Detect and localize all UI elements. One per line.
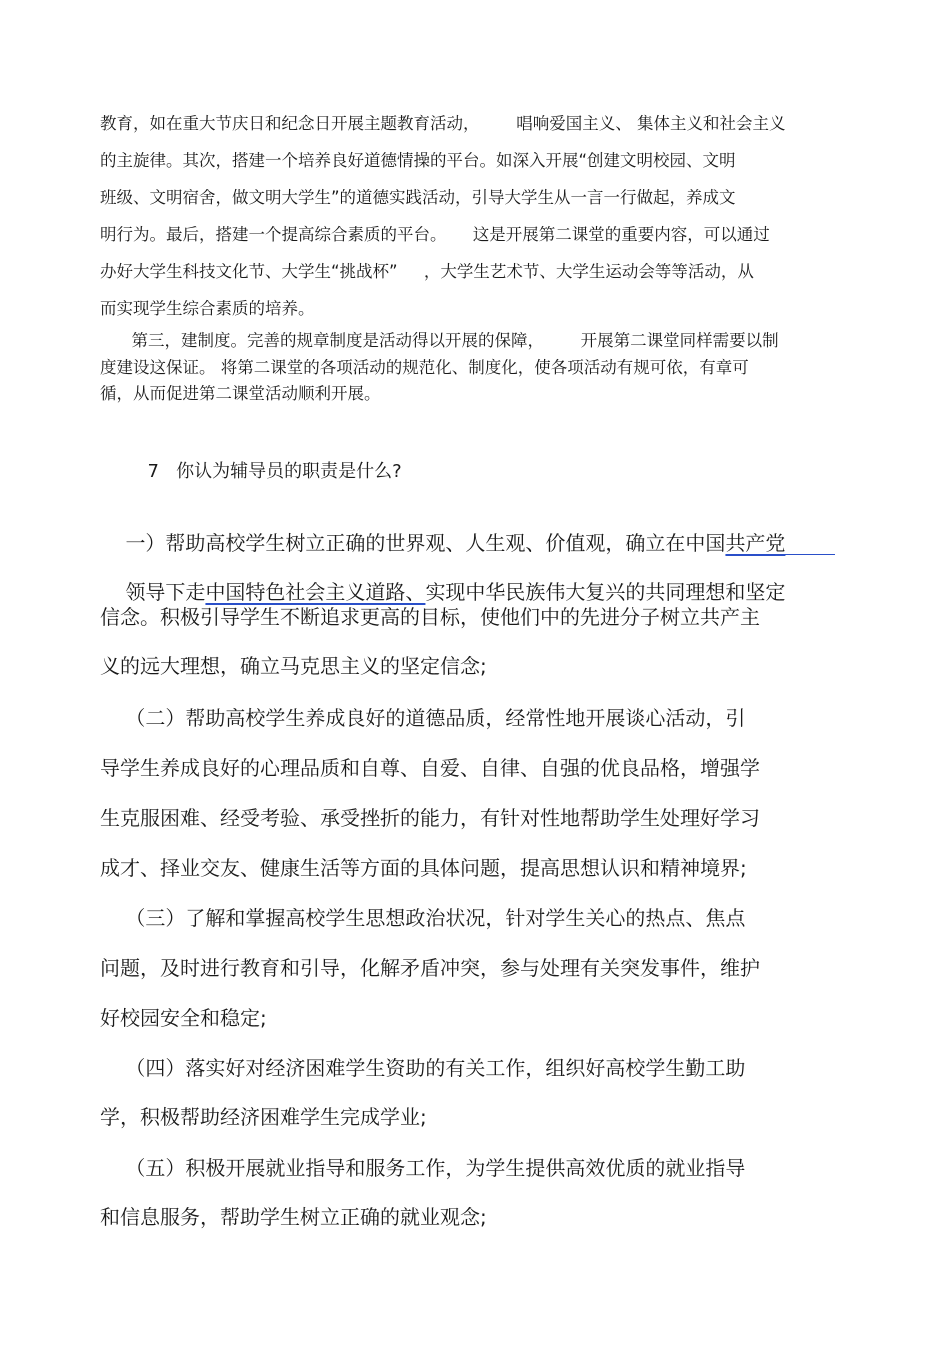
text-line: 班级、文明宿舍，做文明大学生”的道德实践活动，引导大学生从一言一行做起，养成文: [100, 188, 736, 207]
question-text: 你认为辅导员的职责是什么?: [176, 461, 402, 482]
text-line: 生克服困难、经受考验、承受挫折的能力，有针对性地帮助学生处理好学习: [100, 806, 760, 830]
text-line: 好校园安全和稳定;: [100, 1006, 267, 1030]
text-line: 学，积极帮助经济困难学生完成学业;: [100, 1105, 427, 1129]
text-line: 成才、择业交友、健康生活等方面的具体问题，提高思想认识和精神境界;: [100, 856, 747, 880]
text-line: 而实现学生综合素质的培养。: [100, 299, 315, 318]
text-line: 领导下走中国特色社会主义道路、实现中华民族伟大复兴的共同理想和坚定: [125, 580, 786, 604]
text-line: 导学生养成良好的心理品质和自尊、自爱、自律、自强的优良品格，增强学: [100, 756, 760, 780]
text-line: 度建设这保证。 将第二课堂的各项活动的规范化、制度化，使各项活动有规可依，有章可: [100, 358, 749, 377]
text-line: 明行为。最后，搭建一个提高综合素质的平台。 这是开展第二课堂的重要内容，可以通过: [100, 225, 770, 244]
text-line: 办好大学生科技文化节、大学生“挑战杯” ，大学生艺术节、大学生运动会等等活动，从: [100, 262, 754, 281]
text-line: 信念。积极引导学生不断追求更高的目标，使他们中的先进分子树立共产主: [100, 605, 760, 629]
text-line: 一）帮助高校学生树立正确的世界观、人生观、价值观，确立在中国共产党: [100, 503, 835, 580]
text-line: 的主旋律。其次，搭建一个培养良好道德情操的平台。如深入开展“创建文明校园、文明: [100, 151, 736, 170]
text-line: 和信息服务，帮助学生树立正确的就业观念;: [100, 1205, 487, 1229]
question-number: 7: [147, 461, 159, 482]
question-heading: [136, 436, 402, 483]
link-communist-party[interactable]: 共产党: [725, 531, 786, 555]
text-line: 问题，及时进行教育和引导，化解矛盾冲突，参与处理有关突发事件，维护: [100, 956, 760, 980]
link-socialism-road[interactable]: 中国特色社会主义道路、: [205, 580, 426, 604]
link-underline: [785, 553, 835, 555]
text-line: （五）积极开展就业指导和服务工作，为学生提供高效优质的就业指导: [100, 1156, 746, 1180]
text-line: （四）落实好对经济困难学生资助的有关工作，组织好高校学生勤工助: [100, 1056, 746, 1080]
text-line: 义的远大理想，确立马克思主义的坚定信念;: [100, 654, 487, 678]
text-line: 循，从而促进第二课堂活动顺利开展。: [100, 384, 381, 403]
text-line: （三）了解和掌握高校学生思想政治状况，针对学生关心的热点、焦点: [100, 906, 746, 930]
text-line: （二）帮助高校学生养成良好的道德品质，经常性地开展谈心活动，引: [100, 706, 746, 730]
text-line: 第三，建制度。完善的规章制度是活动得以开展的保障， 开展第二课堂同样需要以制: [100, 331, 779, 350]
text-line: 教育，如在重大节庆日和纪念日开展主题教育活动， 唱响爱国主义、 集体主义和社会主义: [100, 114, 786, 133]
